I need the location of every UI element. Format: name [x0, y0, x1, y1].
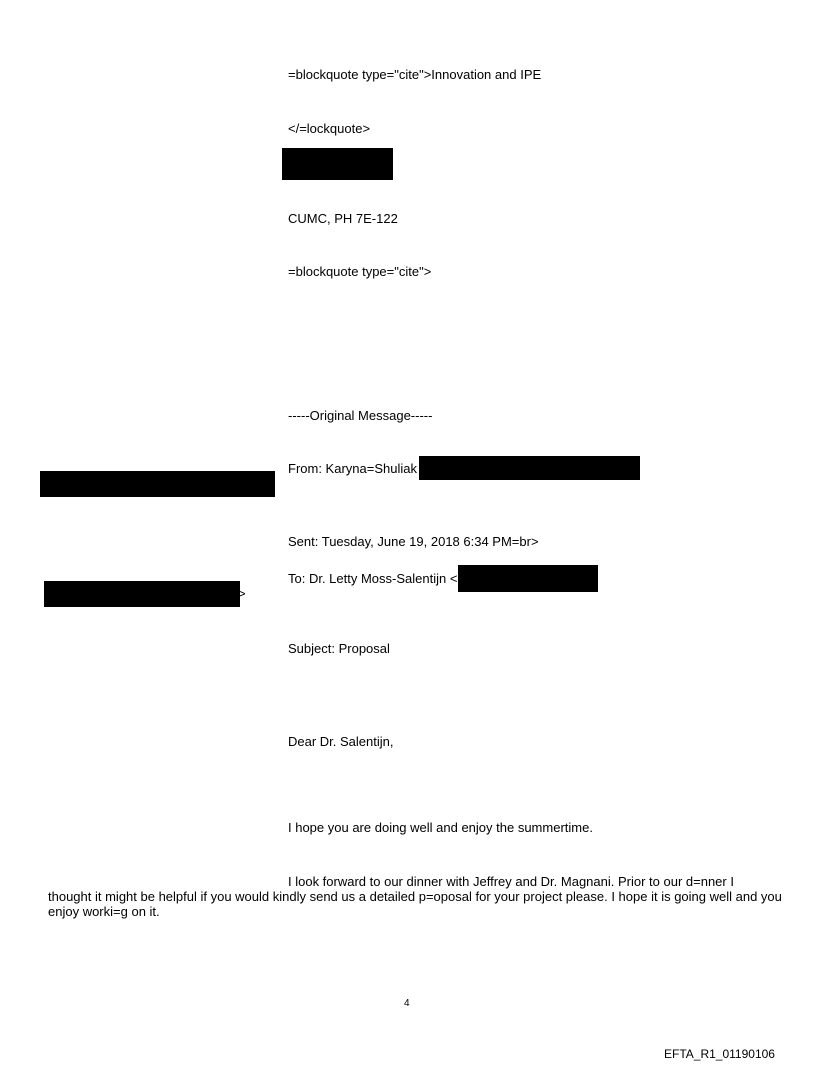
- to-line: To: Dr. Letty Moss-Salentijn <: [288, 571, 458, 586]
- to-line-overflow: >: [238, 586, 246, 601]
- body-paragraph-1: I hope you are doing well and enjoy the summertime.: [288, 820, 593, 835]
- blockquote-open-line: =blockquote type="cite">Innovation and IPE: [288, 67, 542, 82]
- sent-line: Sent: Tuesday, June 19, 2018 6:34 PM=br>: [288, 534, 539, 549]
- body-paragraph-2-rest: thought it might be helpful if you would kindly send us a detailed p=oposal for your project please. I hope it is going well and you enjoy worki=g on it.: [48, 889, 782, 919]
- subject-line: Subject: Proposal: [288, 641, 390, 656]
- redaction-block: [44, 581, 240, 607]
- body-paragraph-2: [48, 874, 783, 919]
- document-id: EFTA_R1_01190106: [664, 1047, 775, 1061]
- original-message-divider: -----Original Message-----: [288, 408, 433, 423]
- greeting-line: Dear Dr. Salentijn,: [288, 734, 394, 749]
- blockquote-open-line-2: =blockquote type="cite">: [288, 264, 432, 279]
- from-line: From: Karyna=Shuliak: [288, 461, 417, 476]
- redaction-block: [282, 148, 393, 180]
- redaction-block: [458, 565, 598, 592]
- body-paragraph-2-first-line: I look forward to our dinner with Jeffrey and Dr. Magnani. Prior to our d=nner I: [288, 874, 734, 889]
- redaction-block: [40, 471, 275, 497]
- location-line: CUMC, PH 7E-122: [288, 211, 398, 226]
- redaction-block: [419, 456, 640, 480]
- page-number: 4: [404, 998, 410, 1009]
- blockquote-close-line: </=lockquote>: [288, 121, 371, 136]
